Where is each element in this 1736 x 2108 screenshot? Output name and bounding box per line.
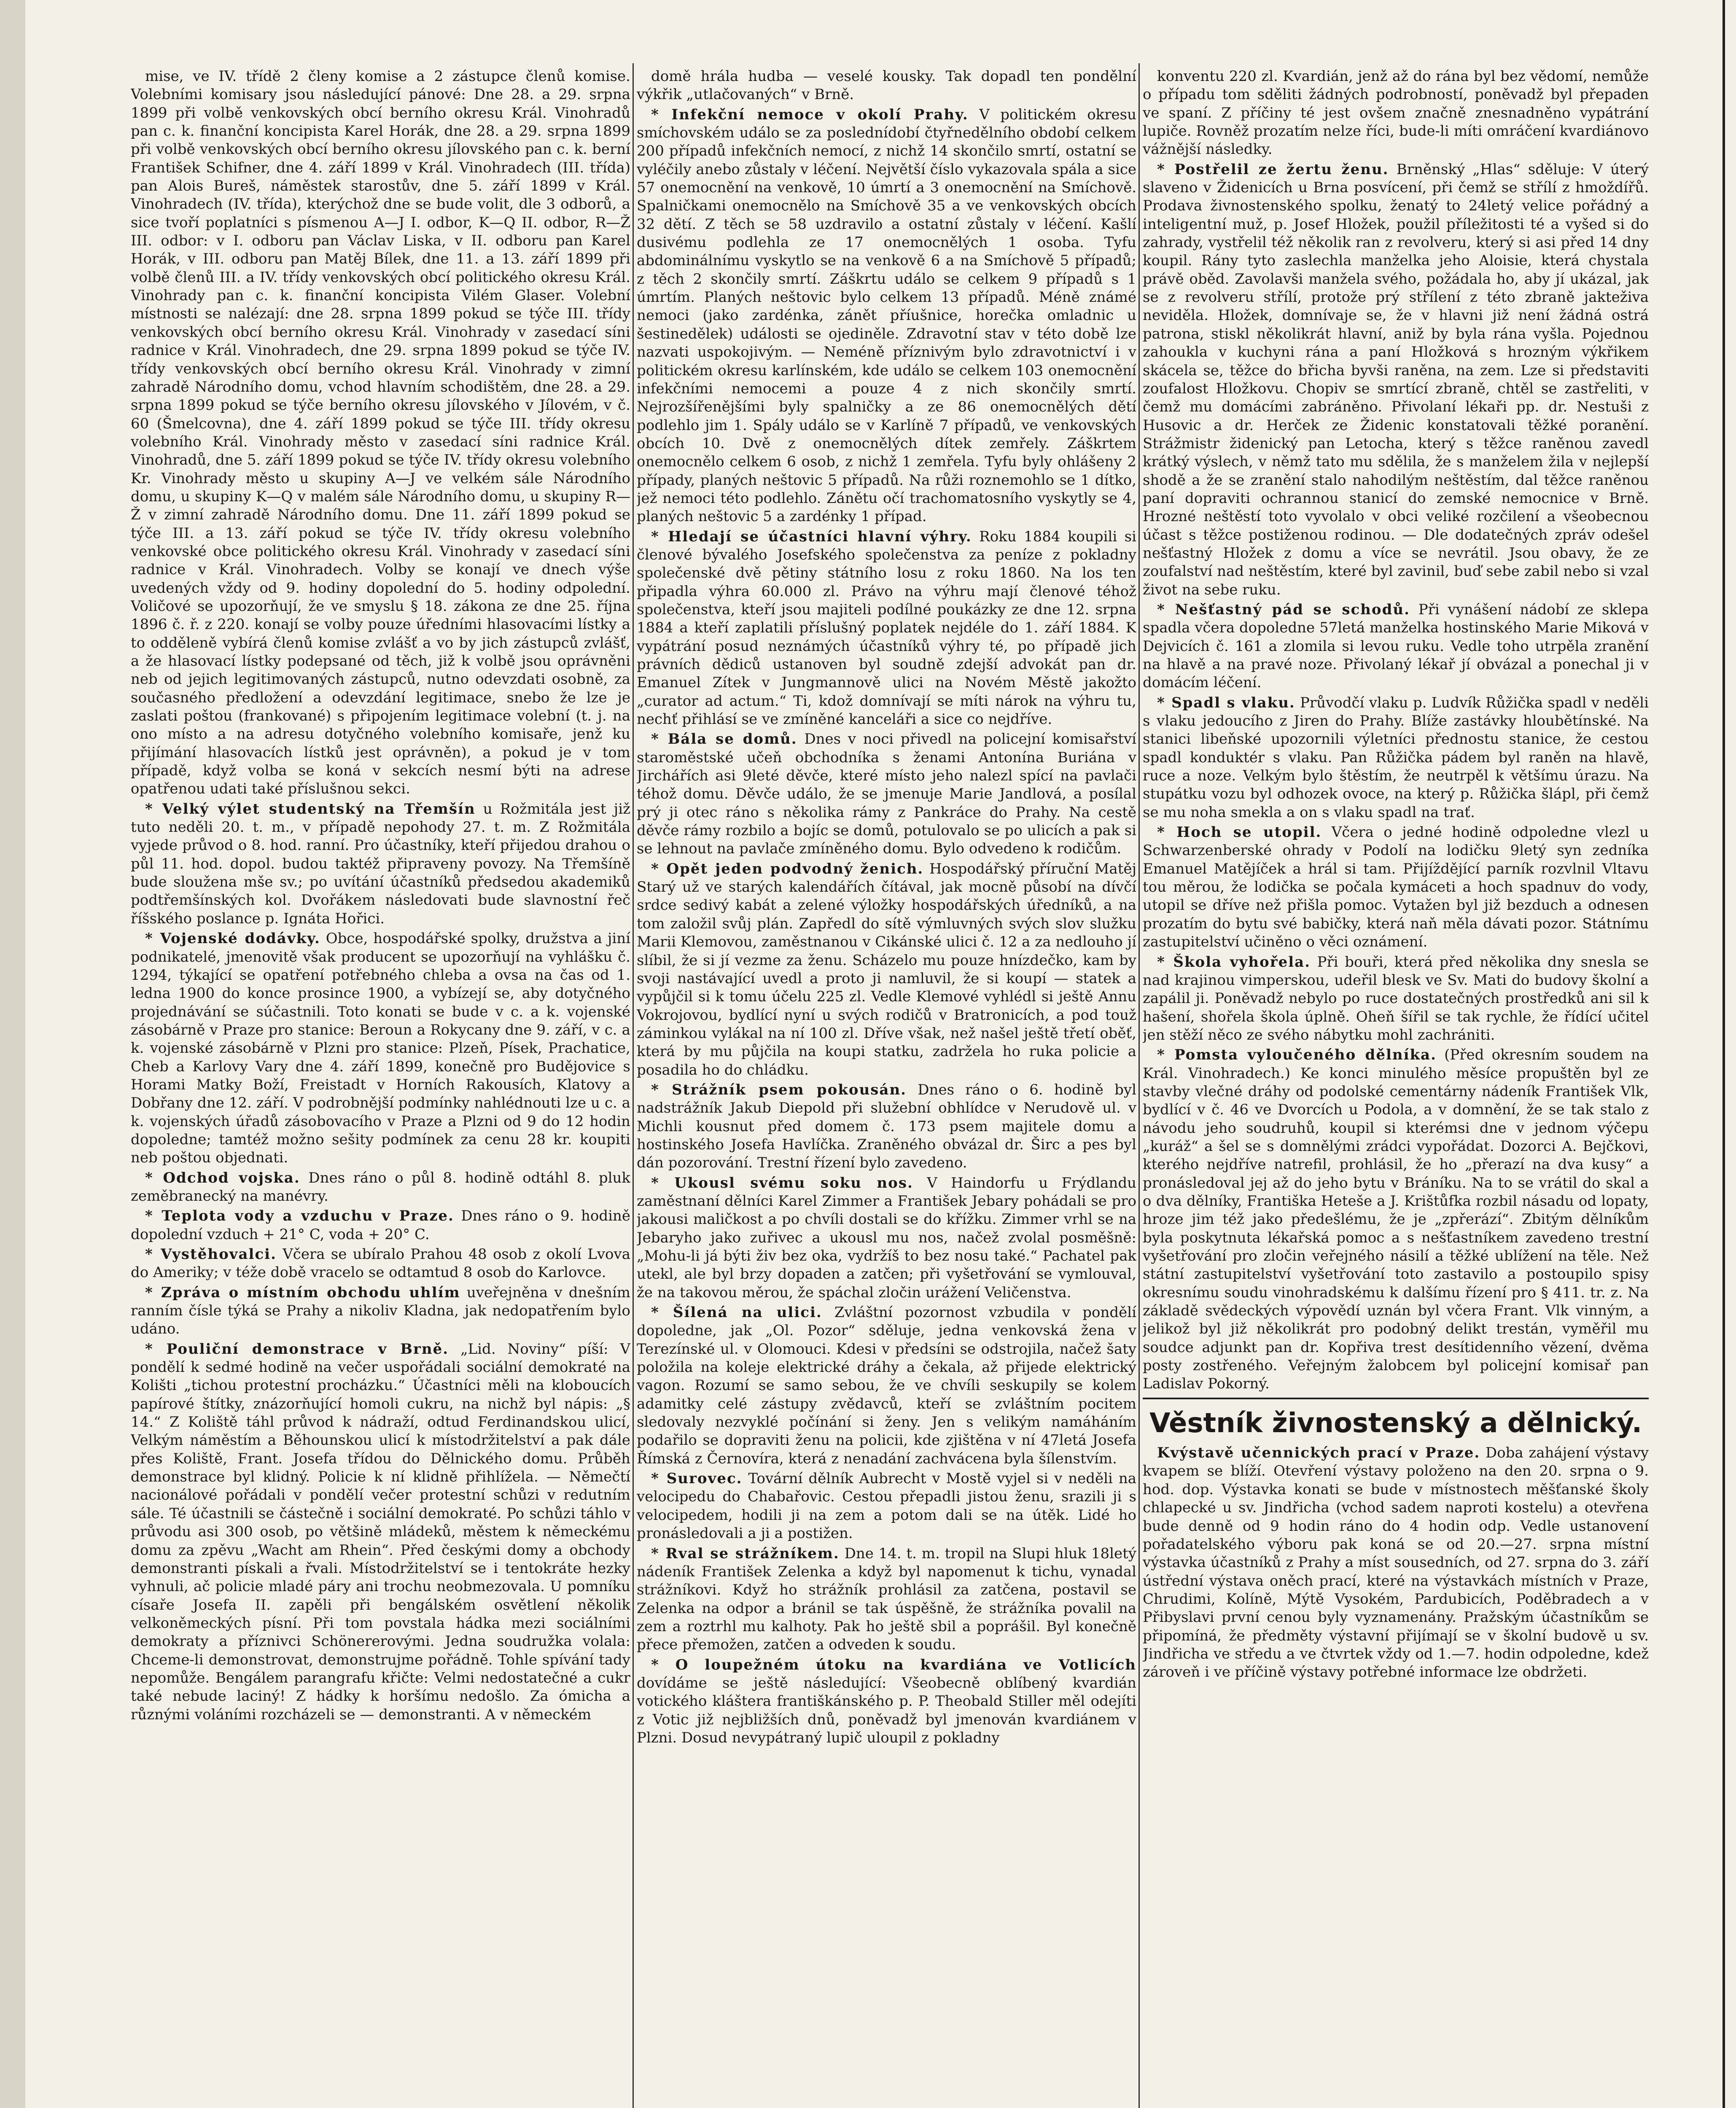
section-items: [1143, 1444, 1649, 1681]
article-text: Dne 14. t. m. tropil na Slupi hluk 18letý nádeník František Zelenka a když byl napomenut k tichu, vynadal strážníkovi. Když ho strážník prohlásil za zatčena, postavil se Zelenka na odpor a bránil se tak úspěšně, že strážníka povalil na zem a roztrhl mu kalhoty. Pak ho ještě sbil a poprášil. Byl konečně přece přemožen, zatčen a odveden k soudu.: [637, 1545, 1136, 1654]
article-text: „Lid. Noviny“ píší: V pondělí k sedmé hodině na večer uspořádali sociální demokraté na Kolišti „tichou protestní procházku.“ Účastníci měli na kloboucích papírové štítky, znázorňující homoli cukru, na nichž byl nápis: „§ 14.“ Z Koliště táhl průvod k nádraží, odtud Ferdinandskou ulicí, Velkým náměstím a Běhounskou ulicí k místodržitelství a pak dále přes Koliště, Frant. Josefa třídou do Dělnického domu. Průběh demonstrace byl klidný. Policie k ní klidně přihlížela. — Němečtí nacionálové pořádali v pondělí večer protestní schůzi v redutním sále. Té účastnili se částečně i sociální demokraté. Po schůzi táhlo v průvodu asi 300 osob, po většině mládeků, městem k německému domu za zpěvu „Wacht am Rhein“. Před českými domy a obchody demonstranti pískali a řvali. Místodržitelství se i tentokráte hezky vyhnuli, ač policie mladé páry ani trochu neobmezovala. U pomníku císaře Josefa II. zapěli při bengálském osvětlení několik velkoněmeckých písní. Při tom povstala hádka mezi sociálními demokraty a příznivci Schönererovými. Jedna soudružka volala: Chceme-li demonstrovat, demonstrujme pořádně. Tohle spívání tady nepomůže. Bengálem parangrafu křičte: Velmi nedostatečné a cukr také nebude laciný! Z hádky k horšímu nedošlo. Za ómicha a různými voláními rozcházeli se — demonstranti. A v německém: [131, 1340, 630, 1723]
article-paragraph: [131, 1340, 630, 1724]
article-paragraph: [637, 1304, 1136, 1468]
page-edge-rule: [1723, 0, 1725, 2108]
article-headline: * Hoch se utopil.: [1157, 824, 1322, 841]
article-paragraph: [637, 67, 1136, 104]
article-paragraph: [1143, 953, 1649, 1045]
article-paragraph: [637, 1081, 1136, 1172]
article-paragraph: [637, 1545, 1136, 1654]
article-text: Dnes ráno o 9. hodině dopolední vzduch + 21° C, voda + 20° C.: [131, 1207, 630, 1243]
article-text: konventu 220 zl. Kvardián, jenž až do rána byl bez vědomí, nemůže o případu tom sděliti žádných podrobností, poněvadž byl přepaden ve spaní. Z příčiny té jest ovšem značně znesnadněno vypátrání lupiče. Rovněž prozatím nelze říci, bude-li míti omráčení kvardiánovo vážnější následky.: [1143, 68, 1649, 158]
column-right: [1143, 67, 1649, 2108]
article-text: (Před okresním soudem na Král. Vinohradech.) Ke konci minulého měsíce propuštěn byl ze stavby vlečné dráhy od podolské cementárny nádeník František Vlk, bydlící v č. 46 ve Dvorcích u Podola, a v domnění, že se tak stalo z návodu jeho soudruhů, koupil si kterémsi dne v jednom výčepu „kuráž“ a šel se s domnělými zrádci vypořádat. Dozorci A. Bejčkovi, kterého nejdříve natrefil, prohlásil, že ho „přerazí na dva kusy“ a pronásledoval jej až do jeho bytu v Bráníku. Na to se vrátil do skal a o dva dělníky, Františka Heteše a J. Krištůfka rozbil násadu od lopaty, hroze jim též jako předešlému, že je „zpřerází“. Zbitým dělníkům byla poskytnuta lékařská pomoc a s nešťastníkem zavedeno trestní vyšetřování pro zločin veřejného násilí a těžké ublížení na těle. Než státní zastupitelství vyšetřování toto zastavilo a postoupilo spisy okresnímu soudu vinohradskému k dalšímu řízení pro § 411. tr. z. Na základě svědeckých výpovědí uznán byl včera Frant. Vlk vinným, a jelikož byl již několikrát pro podobný delikt trestán, vyměřil mu soudce adjunkt pan dr. Kopřiva trest desítidenního vězení, dvěma posty zostřeného. Veřejným žalobcem byl policejní komisař pan Ladislav Pokorný.: [1143, 1046, 1649, 1393]
article-text: Dnes ráno o 6. hodině byl nadstrážník Jakub Diepold při služební obhlídce v Nerudově ul. v Michli kousnut před domem č. 173 psem majitele domu a hostinského Josefa Havlíčka. Zraněného obvázal dr. Širc a pes byl dán pozorování. Trestní řízení bylo zavedeno.: [637, 1081, 1136, 1172]
article-paragraph: [1143, 1444, 1649, 1681]
article-text: V politickém okresu smíchovském událo se za poslednídobí čtyřnedělního období celkem 200 případů infekčních nemocí, z nichž 14 skončilo smrtí, ostatní se vyléčily anebo zůstaly v léčení. Největší číslo vykazovala spála a sice 57 onemocnění na venkově, 10 úmrtí a 3 onemocnění na Smíchově. Spalničkami onemocnělo na Smíchově 35 a ve venkovských obcích 32 dětí. Z těch se 58 uzdravilo a ostatní zůstaly v léčení. Kašlí dusivému podlehla ze 17 onemocnělých 1 osoba. Tyfu abdominálnímu vyskytlo se na venkově 6 a na Smíchově 5 případů; z těch 2 skončily smrtí. Záškrtu událo se celkem 9 případů s 1 úmrtím. Planých neštovic bylo celkem 13 případů. Méně známé nemoci (jako zardénka, zánět příušnice, horečka omladnic u šestinedělek) události se ojediněle. Zdravotní stav v této době lze nazvati uspokojivým. — Neméně příznivým bylo zdravotnictví i v politickém okresu karlínském, kde událo se celkem 103 onemocnění infekčními nemocemi a pouze 4 z nich skončily smrtí. Nejrozšířenějšími byly spalničky a ze 86 onemocnělých dětí podlehlo jim 1. Spály událo se v Karlíně 7 případů, ve venkovských obcích 10. Dvě z onemocnělých dítek zemřely. Záškrtem onemocnělo celkem 6 osob, z nichž 1 zemřela. Tyfu byly ohlášeny 2 případy, planých neštovic 5 případů. Na růži roznemohlo se 1 dítko, jež nemoci této podlehlo. Zánětu očí trachomatosního vyskytly se 4, planých neštovic 5 a zardénky 1 případ.: [637, 106, 1136, 525]
article-paragraph: [131, 1207, 630, 1244]
article-text: Včera se ubíralo Prahou 48 osob z okolí Lvova do Ameriky; v téže době vracelo se odtamtud 8 osob do Karlovce.: [131, 1246, 630, 1281]
article-text: Při vynášení nádobí ze sklepa spadla včera dopoledne 57letá manželka hostinského Marie Miková v Dejvicích č. 161 a zlomila si levou ruku. Vedle toho utrpěla zranění na hlavě a na pravé noze. Přivolaný lékař jí obvázal a ponechal ji v domácím léčení.: [1143, 601, 1649, 691]
article-headline: Kvýstavě učennických prací v Praze.: [1157, 1444, 1480, 1462]
article-paragraph: [131, 1169, 630, 1206]
article-paragraph: [637, 106, 1136, 526]
article-text: Roku 1884 koupili si členové bývalého Josefského společenstva za peníze z pokladny společenské dvě pětiny státního losu z roku 1860. Na los ten připadla výhra 60.000 zl. Právo na výhru mají členové téhož společenstva, kteří jsou majiteli podílné poukázky ze dne 12. srpna 1884 a kteří zaplatili příslušný poplatek nejdéle do 1. září 1884. K vypátrání posud neznámých účastníků výhry té, po případě jich právních dědiců ustanoven byl soudně zdejší advokát pan dr. Emanuel Zítek v Jungmannově ulici na Novém Městě jakožto „curator ad actum.“ Ti, kdož domnívají se míti nárok na výhru tu, nechť přihlásí se ve zmíněné kanceláři a sice co nejdříve.: [637, 528, 1136, 728]
scan-margin: [0, 0, 25, 2108]
article-paragraph: [637, 860, 1136, 1079]
article-paragraph: [1143, 67, 1649, 159]
article-text: mise, ve IV. třídě 2 členy komise a 2 zástupce členů komise. Volebními komisary jsou následující pánové: Dne 28. a 29. srpna 1899 při volbě venkovských obcí berního okresu Král. Vinohradů pan c. k. finanční koncipista Karel Horák, dne 28. a 29. srpna 1899 při volbě venkovských obcí berního okresu jílovského pan c. k. berní František Schifner, dne 4. září 1899 v Král. Vinohradech (III. třída) pan Alois Bureš, náměstek starostův, dne 5. září 1899 v Král. Vinohradech (IV. třída), kterýchož dne se bude volit, dle 3 odborů, a sice tvoří poplatníci s písmenou A—J I. odbor, K—Q II. odbor, R—Ž III. odbor: v I. odboru pan Václav Liska, v II. odboru pan Karel Horák, v III. odboru pan Matěj Bílek, dne 11. a 13. září 1899 při volbě členů III. a IV. třídy venkovských obcí politického okresu Král. Vinohrady pan c. k. finanční koncipista Vilém Glaser. Volební místnosti se nalézají: dne 28. srpna 1899 pokud se týče III. třídy venkovských obcí berního okresu Král. Vinohrady v zasedací síni radnice v Král. Vinohradech, dne 29. srpna 1899 pokud se týče IV. třídy venkovských obcí berního okresu Král. Vinohrady v zimní zahradě Národního domu, vchod hlavním schodištěm, dne 28. a 29. srpna 1899 pokud se týče berního okresu jílovského v Jílovém, v č. 60 (Šmelcovna), dne 4. září 1899 pokud se týče III. třídy okresu volebního Král. Vinohrady město v zasedací síni radnice Král. Vinohradů, dne 5. září 1899 pokud se týče IV. třídy okresu volebního Kr. Vinohrady město u skupiny A—J ve velkém sále Národního domu, u skupiny K—Q v malém sále Národního domu, u skupiny R—Ž v zimní zahradě Národního domu. Dne 11. září 1899 pokud se týče III. a 13. září pokud se týče IV. třídy okresu volebního venkovské obce politického okresu Král. Vinohrady v zasedací síni radnice v Král. Vinohradech. Volby se konají ve dnech výše uvedených vždy od 9. hodiny dopolední do 5. hodiny odpolední. Voličové se upozorňují, že ve smyslu § 18. zákona ze dne 25. října 1896 č. ř. z 220. konají se volby pouze úředními hlasovacími lístky a to odděleně vybírá členů komise zvlášť a vo by jich zástupců zvlášť, a že hlasovací lístky podepsané od těch, již k volbě jsou oprávněni neb od jejich legitimovaných zástupců, nutno odevzdati osobně, za současného předložení a odevzdání legitimace, snebo že lze je zaslati poštou (frankované) s připojením legitimace volební (t. j. na ono místo a na adresu dotyčného volebního komisaře, jenž ku přijímání hlasovacích lístků jest oprávněn), a pokud je v tom případě, když volba se koná v sekcích nesmí býti na adrese opatřenou udati také příslušnou sekci.: [131, 68, 630, 798]
article-text: u Rožmitála jest již tuto neděli 20. t. m., v případě nepohody 27. t. m. Z Rožmitála vyjede průvod o 8. hod. ranní. Pro účastníky, kteří přijedou drahou o půl 11. hod. dopol. budou taktéž připraveny povozy. Na Třemšíně bude sloužena mše sv.; po uvítání účastníků předsedou akademiků podtřemšínských kol. Dvořákem následovati bude slavnostní řeč říšského poslance p. Ignáta Hořici.: [131, 800, 630, 927]
article-paragraph: [131, 930, 630, 1167]
article-paragraph: [637, 1470, 1136, 1543]
article-headline: * Vojenské dodávky.: [145, 930, 320, 947]
article-text: Dnes ráno o půl 8. hodině odtáhl 8. pluk zeměbranecký na manévry.: [131, 1169, 630, 1205]
article-headline: * Teplota vody a vzduchu v Praze.: [145, 1207, 454, 1225]
article-headline: * Odchod vojska.: [145, 1169, 300, 1186]
column-divider: [1138, 63, 1140, 2108]
article-paragraph: [1143, 823, 1649, 951]
article-headline: * Strážník psem pokousán.: [651, 1081, 907, 1098]
article-text: Včera o jedné hodině odpoledne vlezl u Schwarzenberské ohrady v Podolí na lodičku 9letý syn zedníka Emanuel Matějíček a hrál si tam. Přijíždějící parník rozvlnil Vltavu tou měrou, že lodička se počala kymáceti a hoch spadnuv do vody, utopil se dříve než přišla pomoc. Vytažen byl již bezduch a odnesen prozatím do bytu své babičky, která naň měla dávati pozor. Státnímu zastupitelství učiněno o věci oznámení.: [1143, 824, 1649, 951]
article-text: V Haindorfu u Frýdlandu zaměstnaní dělníci Karel Zimmer a František Jebary pohádali se pro jakousi maličkost a po chvíli dostali se do křížku. Zimmer vrhl se na Jebaryho jako zuřivec a ukousl mu nos, načež zvolal posměšně: „Mohu-li já býti živ bez oka, vydržíš to bez nosu také.“ Pachatel pak utekl, ale byl brzy dopaden a zatčen; při vyšetřování se vymlouval, že na takovou měrou, že spáchal zločin urážení Veličenstva.: [637, 1174, 1136, 1301]
article-paragraph: [131, 1245, 630, 1282]
section-title: Věstník živnostenský a dělnický.: [1149, 1407, 1642, 1439]
article-paragraph: [637, 528, 1136, 729]
article-text: Dnes v noci přivedl na policejní komisařství staroměstské učeň obchodníka s ženami Antonína Buriána v Jirchářích asi 9leté děvče, které místo jeho nalezl spící na pavlači téhož domu. Děvče událo, že se jmenuje Marie Jandlová, a posílal prý ji otec ráno s několika rámy z Pankráce do Prahy. Na cestě děvče rámy rozbilo a bojíc se domů, potulovalo se po ulicích a pak si se lehnout na pavlače zmíněného domu. Bylo odvedeno k rodičům.: [637, 731, 1136, 858]
article-headline: * Škola vyhořela.: [1157, 953, 1311, 971]
article-paragraph: [637, 1656, 1136, 1748]
article-paragraph: [637, 730, 1136, 858]
article-text: uveřejněna v dnešním ranním čísle týká se Prahy a nikoliv Kladna, jak nedopatřením bylo udáno.: [131, 1284, 630, 1338]
article-headline: * Pomsta vyloučeného dělníka.: [1157, 1046, 1437, 1064]
article-paragraph: [131, 1284, 630, 1339]
article-paragraph: [1143, 601, 1649, 692]
column-left: [131, 67, 630, 2108]
article-text: Brněnský „Hlas“ sděluje: V úterý slaveno v Židenicích u Brna posvícení, při čemž se střílí z hmoždířů. Prodava živnostenského spolku, ženatý to 24letý velice pořádný a inteligentní muž, p. Josef Hložek, použil příležitosti té a vyšed si do zahrady, vystřelil též několik ran z revolveru, který si asi před 14 dny koupil. Rány tyto zaslechla manželka jeho Aloisie, která chystala právě oběd. Zavolavši manžela svého, požádala ho, aby jí ukázal, jak se z revolveru střílí, protože prý střílení z této zbraně jakteživa neviděla. Hložek, domnívaje se, že v hlavni již není žádná ostrá patrona, stiskl několikrát hlavní, aniž by byla rána vyšla. Pojednou zahoukla v kuchyni rána a paní Hložková s hrozným výkřikem skácela se, těžce do břicha byvši raněna, na zem. Lze si představiti zoufalost Hložkovu. Chopiv se smrtící zbraně, chtěl se zastřeliti, v čemž mu domácími zabráněno. Přivolaní lékaři pp. dr. Nestuši z Husovic a dr. Herček ze Židenic konstatovali těžké poranění. Strážmistr židenický pan Letocha, který s těžce raněnou zavedl krátký výslech, v němž tato mu sdělila, že s manželem žila v nejlepší shodě a že se zranění stalo nahodilým neštěstím, dal těžce raněnou paní dopraviti ochrannou stanicí do zemské nemocnice v Brně. Hrozné neštěstí toto vyvolalo v obci veliké rozčilení a všeobecnou účast s těžce postiženou rodinou. — Dle dodatečných zpráv odešel nešťastný Hložek z domu a více se nevrátil. Jsou obavy, že ze zoufalství nad neštěstím, které byl zavinil, buď sebe zabil nebo si vzal život na sebe ruku.: [1143, 161, 1649, 598]
article-paragraph: [1143, 161, 1649, 599]
column-divider: [632, 63, 634, 2108]
article-headline: * Vystěhovalci.: [145, 1246, 277, 1263]
article-paragraph: [131, 800, 630, 928]
column-middle: [637, 67, 1136, 2108]
article-text: dovídáme se ještě následující: Všeobecně oblíbený kvardián votického kláštera františkánského p. P. Theobald Stiller měl odejíti z Votic již nejbližších dnů, poněvadž byl jmenován kvardiánem v Plzni. Dosud nevypátraný lupič uloupil z pokladny: [637, 1674, 1136, 1746]
article-headline: * Surovec.: [651, 1470, 743, 1487]
article-text: Tovární dělník Aubrecht v Mostě vyjel si v neděli na velocipedu do Chabařovic. Cestou přepadli jistou ženu, srazili ji s velocipedem, hodili ji na zem a potom dali se na útěk. Lidé ho pronásledovali a ji a postižen.: [637, 1470, 1136, 1542]
article-headline: * Ukousl svému soku nos.: [651, 1174, 913, 1191]
article-text: Zvláštní pozornost vzbudila v pondělí dopoledne, jak „Ol. Pozor“ sděluje, jedna venkovská žena v Terezínské ul. v Olomouci. Kdesi v předsíni se odstrojila, načež šaty položila na koleje elektrické dráhy a čekala, až přijede elektrický vagon. Rozumí se samo sebou, že ve chvíli seskupily se kolem adamitky celé zástupy zvědavců, kteří se zvláštním pocitem sledovaly nezvyklé počínání si ženy. Jen s velikým namáháním podařilo se dopraviti ženu na policii, kde zjištěna v ní 47letá Josefa Římská z Černovíra, která z nenadání zachvácena byla šílenstvím.: [637, 1304, 1136, 1467]
article-headline: * Hledají se účastníci hlavní výhry.: [651, 528, 972, 545]
article-headline: * Postřelil ze žertu ženu.: [1157, 161, 1389, 178]
article-headline: * Zpráva o místním obchodu uhlím: [145, 1284, 460, 1301]
section-divider: [1143, 1398, 1649, 1399]
article-paragraph: [131, 67, 630, 799]
article-text: Hospodářský příruční Matěj Starý už ve starých kalendářích čítával, jak mocně působí na dívčí srdce sedivý kabát a zelené výložky hospodářských úředníků, a na tom založil svůj plán. Zapředl do sítě výmluvných svých slov služku Marii Klemovou, zaměstnanou v Cikánské ulici č. 12 a za nedlouho jí slíbil, že si jí vezme za ženu. Scházelo mu pouze hnízdečko, kam by svoji nastávající uvedl a proto ji namluvil, že si koupí — statek a vypůjčil si k tomu účelu 225 zl. Vedle Klemové vyhlédl si ještě Annu Vokrojovou, bydlící nyní u svých rodičů v Bratronicích, a pod touž záminkou vylákal na ní 100 zl. Dříve však, než našel ještě třetí oběť, která by mu půjčila na koupi statku, zadržela ho ruka policie a posadila ho do chládku.: [637, 860, 1136, 1078]
article-headline: * Bála se domů.: [651, 731, 797, 748]
article-text: Doba zahájení výstavy kvapem se blíží. Otevření výstavy položeno na den 20. srpna o 9. hod. dop. Výstavka konati se bude v místnostech měšťanské školy chlapecké u sv. Jindřicha (vchod sadem naproti kostelu) a otevřena bude denně od 9 hodin ráno do 4 hodin odp. Vedle ustanovení pořadatelského výboru pak koná se od 20.—27. srpna místní výstavka účastníků z Prahy a míst sousedních, od 27. srpna do 3. září ústřední výstava oněch prací, které na výstavkách místních v Praze, Chrudimi, Kolíně, Mýtě Vysokém, Pardubicích, Poděbradech a v Přibyslavi první cenou byly vyznamenány. Pražským účastníkům se připomíná, že předměty výstavní přijímají se v školní budově u sv. Jindřicha ve středu a ve čtvrtek vždy od 1.—7. hodin odpoledne, kdež zároveň i ve příčině výstavy potřebné informace lze obdržeti.: [1143, 1444, 1649, 1681]
article-text: Při bouři, která před několika dny snesla se nad krajinou vimperskou, udeřil blesk ve Sv. Mati do budovy školní a zapálil ji. Poněvadž nebylo po ruce dostatečných prostředků ani sil k hašení, shořela škola úplně. Oheň šířil se tak rychle, že řídící učitel jen stěží něco ze svého nábytku mohl zachrániti.: [1143, 953, 1649, 1043]
article-paragraph: [1143, 1046, 1649, 1393]
article-headline: * Šílená na ulici.: [651, 1304, 822, 1321]
article-paragraph: [637, 1174, 1136, 1302]
article-headline: * Infekční nemoce v okolí Prahy.: [651, 106, 969, 123]
article-headline: * Spadl s vlaku.: [1157, 694, 1295, 711]
article-headline: * Nešťastný pád se schodů.: [1157, 601, 1410, 618]
article-headline: * Velký výlet studentský na Třemšín: [145, 800, 476, 817]
article-headline: * Opět jeden podvodný ženich.: [651, 860, 924, 877]
article-paragraph: [1143, 694, 1649, 822]
article-text: Obce, hospodářské spolky, družstva a jiní podnikatelé, jmenovitě však producent se upozorňují na vyhlášku č. 1294, týkající se opatření potřebného chleba a ovsa na čas od 1. ledna 1900 do konce prosince 1900, a vybízejí se, aby dotyčného projednávání se súčastnili. Toto konati se bude v c. a k. vojenské zásobárně v Praze pro stanice: Beroun a Rokycany dne 9. září, v c. a k. vojenské zásobárně v Plzni pro stanice: Plzeň, Písek, Prachatice, Cheb a Karlovy Vary dne 4. září 1899, konečně pro Budějovice s Horami Matky Boží, Freistadt v Horních Rakousích, Klatovy a Dobřany dne 12. září. V podrobnější podmínky nahlédnouti lze u c. a k. vojenských úřadů zásobovacího v Praze a Plzni od 9 do 12 hodin dopoledne; tamtéž možno sešity podmínek za cenu 28 kr. koupiti neb poštou objednati.: [131, 930, 630, 1167]
article-text: domě hrála hudba — veselé kousky. Tak dopadl ten pondělní výkřik „utlačovaných“ v Brně.: [637, 68, 1136, 103]
article-headline: * Pouliční demonstrace v Brně.: [145, 1340, 449, 1358]
article-headline: * Rval se strážníkem.: [651, 1545, 840, 1562]
article-headline: * O loupežném útoku na kvardiána ve Votlicích: [651, 1656, 1136, 1673]
article-text: Průvodčí vlaku p. Ludvík Růžička spadl v neděli s vlaku jedoucího z Jiren do Prahy. Blíže zastávky hloubětínské. Na stanici libeňské upozornili výletníci přednostu stanice, že cestou spadl konduktér s vlaku. Pan Růžička pádem byl raněn na hlavě, ruce a noze. Velkým bylo štěstím, že neutrpěl k většímu úrazu. Na stupátku vozu byl odhozek ovoce, na který p. Růžička šlápl, při čemž se mu noha smekla a on s vlaku spadl na trať.: [1143, 694, 1649, 821]
news-items: [1143, 67, 1649, 1393]
